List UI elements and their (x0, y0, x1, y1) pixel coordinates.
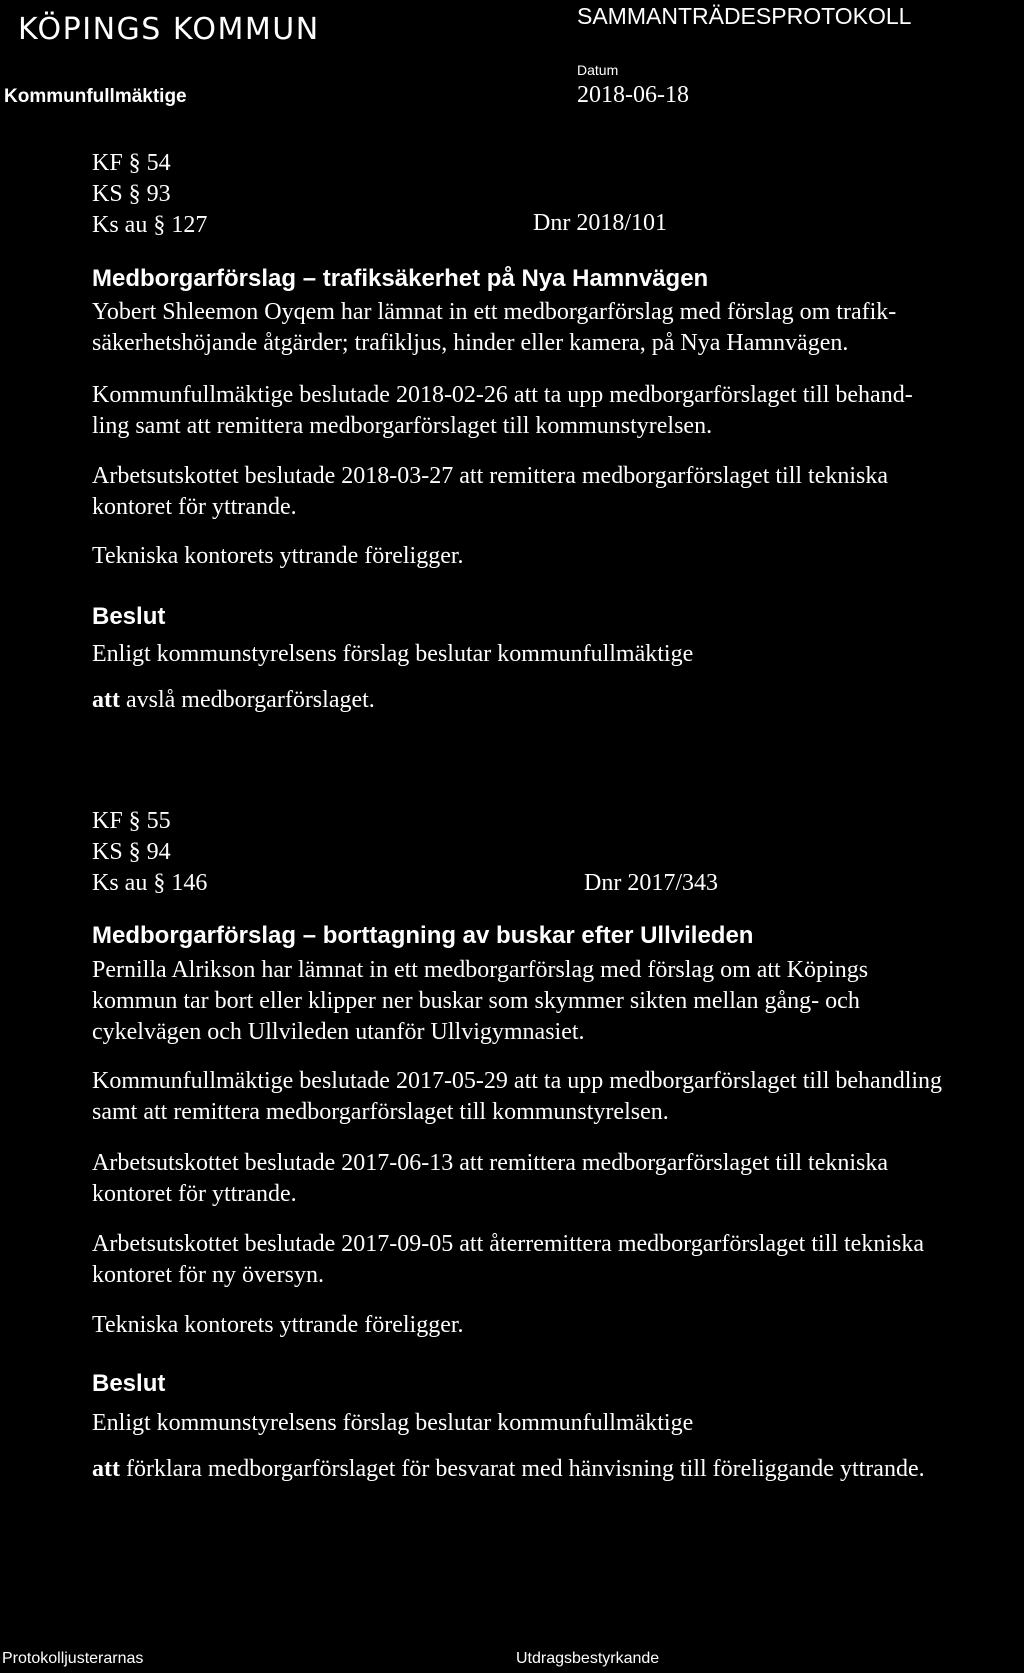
ref-kf: KF § 55 (92, 808, 171, 834)
paragraph-line: kontoret för yttrande. (92, 494, 297, 520)
paragraph-line: kontoret för yttrande. (92, 1181, 297, 1207)
paragraph-line: ling samt att remittera medborgarförslaget till kommunstyrelsen. (92, 413, 713, 439)
decision-heading: Beslut (92, 603, 166, 630)
section-refs (92, 148, 207, 241)
paragraph (92, 541, 464, 572)
ref-ks: KS § 94 (92, 839, 171, 865)
section-refs (92, 806, 207, 899)
paragraph (92, 1066, 942, 1128)
paragraph-line: Tekniska kontorets yttrande föreligger. (92, 543, 464, 569)
paragraph-line: Arbetsutskottet beslutade 2018-03-27 att remittera medborgarförslaget till tekniska (92, 463, 889, 489)
date-value: 2018-06-18 (577, 82, 689, 108)
paragraph-line: kontoret för ny översyn. (92, 1262, 324, 1288)
diary-number: Dnr 2018/101 (533, 210, 667, 236)
paragraph (92, 380, 913, 442)
paragraph (92, 461, 888, 523)
paragraph-line: kommun tar bort eller klipper ner buskar som skymmer sikten mellan gång- och (92, 988, 860, 1014)
section-title: Medborgarförslag – trafiksäkerhet på Nya Hamnvägen (92, 265, 709, 292)
paragraph (92, 1229, 924, 1291)
footer-certification-label: Utdragsbestyrkande (516, 1650, 660, 1667)
paragraph-line: samt att remittera medborgarförslaget till kommunstyrelsen. (92, 1099, 669, 1125)
ref-ks: KS § 93 (92, 181, 171, 207)
footer-signatories-label: Protokolljusterarnas (2, 1650, 144, 1667)
decision-att: att (92, 1456, 120, 1482)
document-type: SAMMANTRÄDESPROTOKOLL (577, 3, 912, 29)
decision-body: förklara medborgarförslaget för besvarat med hänvisning till föreliggande yttrande. (119, 1456, 925, 1482)
date-label: Datum (577, 62, 619, 78)
ref-ksau: Ks au § 146 (92, 870, 208, 896)
decision-text (92, 1454, 925, 1485)
paragraph-line: Yobert Shleemon Oyqem har lämnat in ett medborgarförslag med förslag om trafik- (92, 299, 897, 325)
paragraph-line: säkerhetshöjande åtgärder; trafikljus, hinder eller kamera, på Nya Hamnvägen. (92, 330, 849, 356)
paragraph (92, 955, 868, 1048)
organization-logo: KÖPINGS KOMMUN (18, 12, 320, 47)
ref-ksau: Ks au § 127 (92, 212, 208, 238)
ref-kf: KF § 54 (92, 150, 171, 176)
decision-intro: Enligt kommunstyrelsens förslag beslutar kommunfullmäktige (92, 1410, 694, 1436)
decision-heading: Beslut (92, 1370, 166, 1397)
diary-number: Dnr 2017/343 (584, 870, 718, 896)
decision-att: att (92, 687, 120, 713)
decision-body: avslå medborgarförslaget. (119, 687, 375, 713)
paragraph (92, 1148, 888, 1210)
decision-text (92, 685, 375, 716)
decision-intro: Enligt kommunstyrelsens förslag beslutar kommunfullmäktige (92, 641, 694, 667)
paragraph-line: Tekniska kontorets yttrande föreligger. (92, 1312, 464, 1338)
paragraph-line: Kommunfullmäktige beslutade 2018-02-26 att ta upp medborgarförslaget till behand- (92, 382, 913, 408)
paragraph-line: Arbetsutskottet beslutade 2017-09-05 att återremittera medborgarförslaget till tekniska (92, 1231, 924, 1257)
section-title: Medborgarförslag – borttagning av buskar efter Ullvileden (92, 922, 754, 949)
organization-unit: Kommunfullmäktige (4, 86, 187, 107)
paragraph-line: Pernilla Alrikson har lämnat in ett medborgarförslag med förslag om att Köpings (92, 957, 869, 983)
paragraph (92, 1310, 464, 1341)
paragraph (92, 297, 896, 359)
paragraph-line: Arbetsutskottet beslutade 2017-06-13 att remittera medborgarförslaget till tekniska (92, 1150, 889, 1176)
paragraph-line: cykelvägen och Ullvileden utanför Ullvigymnasiet. (92, 1019, 585, 1045)
paragraph-line: Kommunfullmäktige beslutade 2017-05-29 att ta upp medborgarförslaget till behandling (92, 1068, 943, 1094)
